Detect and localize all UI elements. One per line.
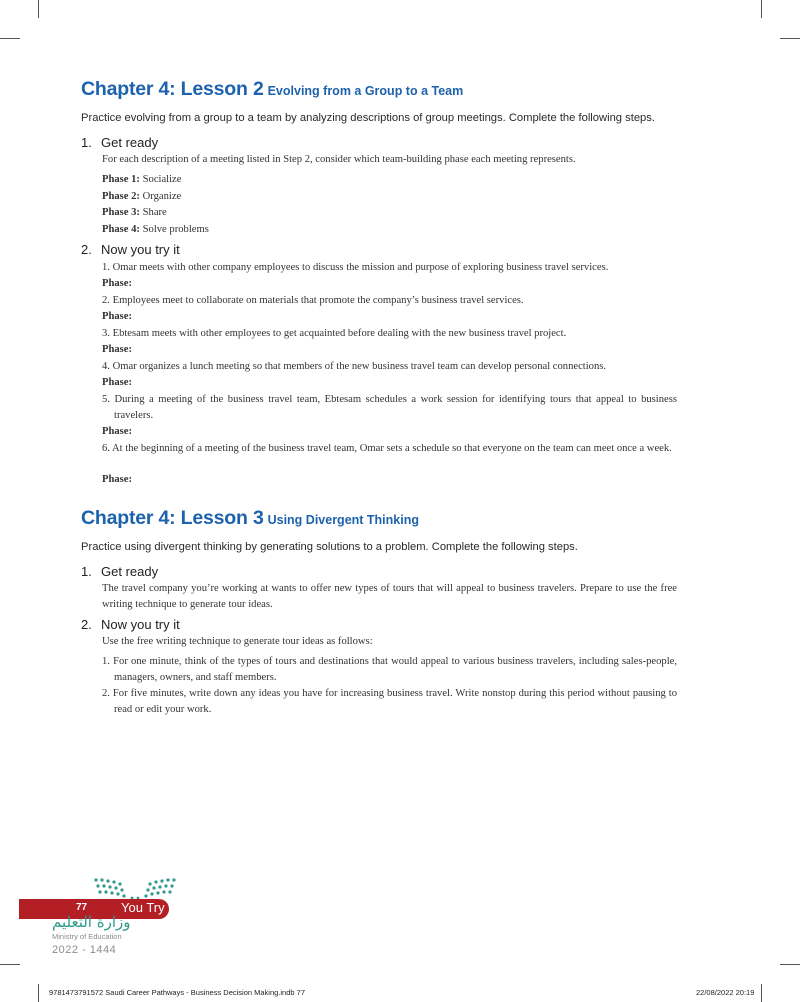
lesson3-step2	[81, 617, 180, 632]
phase-label: Phase 1:	[102, 174, 140, 185]
phase-label: Phase 4:	[102, 223, 140, 235]
lesson3-step1-text: The travel company you’re working at wants to offer new types of tours that will appeal to business travelers. Prepare to use the free writing technique to generate tour ideas.	[102, 583, 677, 610]
lesson2-step1	[81, 135, 158, 150]
exercise-item-6: 6. At the beginning of a meeting of the business travel team, Omar sets a schedule so that everyone on the team can meet once a week.	[102, 443, 672, 454]
exercise-item-5: 5. During a meeting of the business travel team, Ebtesam schedules a work session for identifying tours that appeal to business travelers.	[102, 394, 677, 421]
exercise-item-3: 3. Ebtesam meets with other employees to get acquainted before dealing with the new business travel project.	[102, 328, 567, 339]
step-label: Now you try it	[101, 242, 180, 257]
phase-list	[102, 172, 677, 237]
crop-mark	[761, 984, 762, 1002]
phase-value: Solve problems	[142, 223, 209, 235]
ministry-year: 2022 - 1444	[52, 944, 117, 956]
step-number: 1.	[81, 564, 92, 579]
footer-file-info: 9781473791572 Saudi Career Pathways - Business Decision Making.indb 77	[49, 988, 305, 997]
ministry-name-english: Ministry of Education	[52, 932, 122, 941]
lesson3-subtitle: Using Divergent Thinking	[267, 513, 419, 527]
phase-item	[102, 189, 677, 205]
step-label: Now you try it	[101, 617, 180, 632]
page-number: 77	[76, 902, 88, 913]
crop-mark	[38, 984, 39, 1002]
lesson2-intro: Practice evolving from a group to a team by analyzing descriptions of group meetings. Complete the following steps.	[81, 112, 655, 124]
phase-answer-4: Phase:	[102, 377, 133, 388]
lesson3-item-2: 2. For five minutes, write down any ideas you have for increasing business travel. Write nonstop during this period without pausing to read or edit your work.	[102, 688, 677, 715]
exercise-item-4: 4. Omar organizes a lunch meeting so that members of the new business travel team can develop personal connections.	[102, 361, 607, 372]
step-label: Get ready	[101, 135, 159, 150]
crop-mark	[0, 964, 20, 965]
phase-label: Phase 2:	[102, 190, 140, 202]
step-number: 2.	[81, 242, 92, 257]
step-number: 2.	[81, 617, 92, 632]
phase-value: Organize	[142, 190, 182, 202]
lesson2-step1-text: For each description of a meeting listed in Step 2, consider which team-building phase each meeting represents.	[102, 154, 576, 165]
phase-answer-6: Phase:	[102, 474, 133, 485]
step-number: 1.	[81, 135, 92, 150]
step-label: Get ready	[101, 564, 159, 579]
crop-mark	[38, 0, 39, 18]
lesson3-title: Chapter 4: Lesson 3	[81, 507, 264, 529]
crop-mark	[780, 964, 800, 965]
ministry-name-arabic: وزارة التعليم	[52, 913, 131, 931]
phase-label: Phase 3:	[102, 207, 140, 218]
phase-answer-3: Phase:	[102, 344, 133, 355]
lesson2-step2	[81, 242, 180, 257]
lesson2-subtitle: Evolving from a Group to a Team	[267, 84, 464, 98]
phase-answer-2: Phase:	[102, 311, 133, 322]
you-try-it-label: You Try It	[121, 900, 176, 915]
lesson3-item-1: 1. For one minute, think of the types of tours and destinations that would appeal to various business travelers, including sales-people, managers, owners, and staff members.	[102, 656, 677, 683]
phase-item	[102, 222, 677, 238]
exercise-item-2: 2. Employees meet to collaborate on materials that promote the company’s business travel services.	[102, 295, 524, 306]
phase-value: Share	[142, 207, 167, 218]
exercise-item-1: 1. Omar meets with other company employees to discuss the mission and purpose of exploring business travel services.	[102, 262, 609, 273]
crop-mark	[780, 38, 800, 39]
phase-value: Socialize	[142, 174, 182, 185]
lesson2-title: Chapter 4: Lesson 2	[81, 78, 264, 100]
phase-item	[102, 172, 677, 188]
crop-mark	[761, 0, 762, 18]
phase-item	[102, 205, 677, 221]
footer-timestamp: 22/08/2022 20:19	[696, 988, 755, 997]
crop-mark	[0, 38, 20, 39]
lesson3-step2-text: Use the free writing technique to generate tour ideas as follows:	[102, 636, 373, 647]
lesson3-heading	[81, 507, 419, 530]
lesson2-heading	[81, 78, 463, 101]
phase-answer-5: Phase:	[102, 426, 133, 437]
lesson3-intro: Practice using divergent thinking by generating solutions to a problem. Complete the following steps.	[81, 541, 578, 553]
phase-answer-1: Phase:	[102, 278, 133, 289]
lesson3-step1	[81, 564, 158, 579]
